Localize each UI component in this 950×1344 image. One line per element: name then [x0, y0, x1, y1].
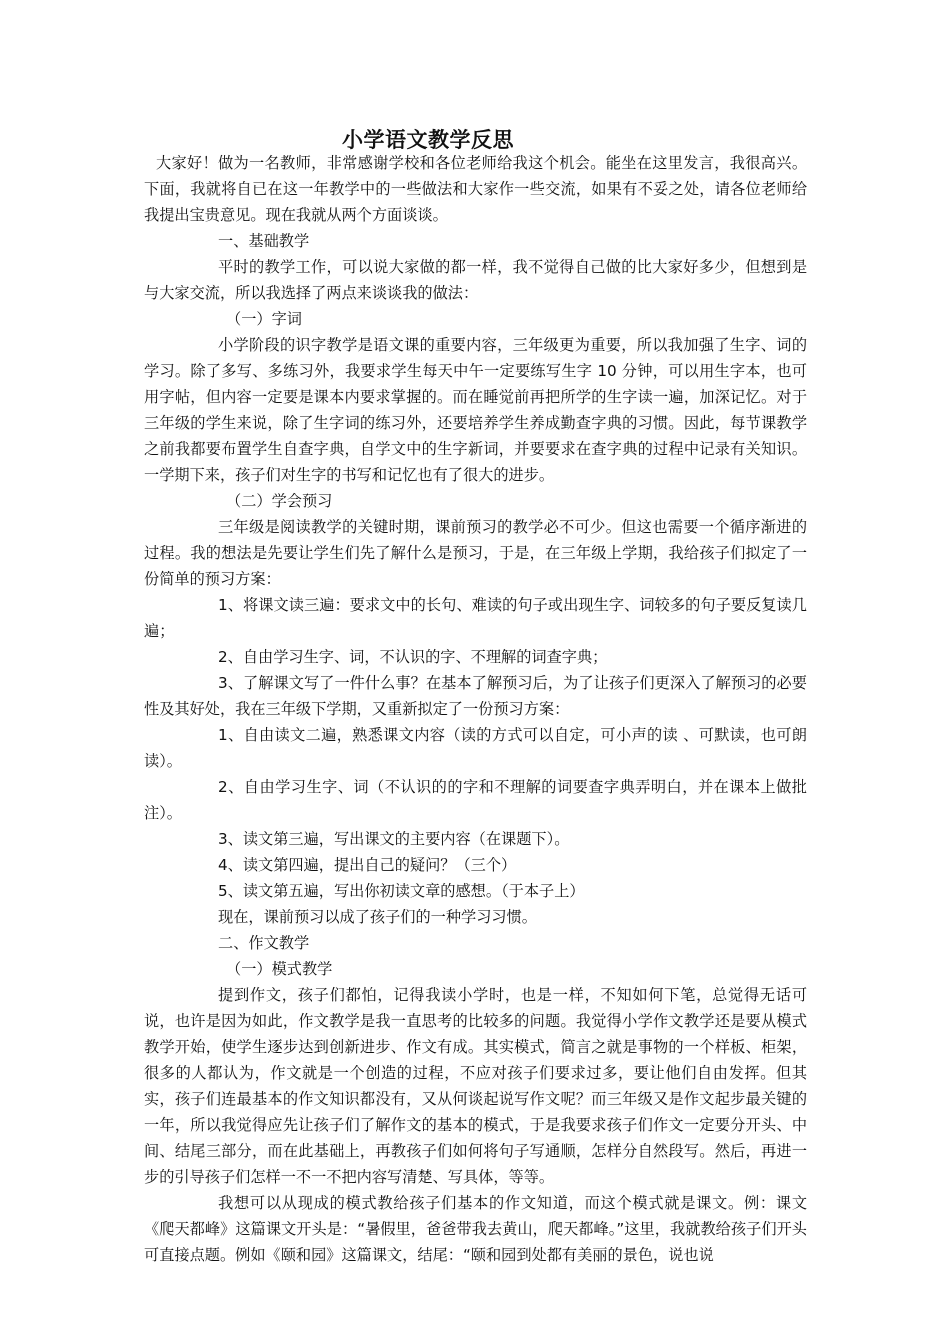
paragraph-model-teaching: 提到作文，孩子们都怕，记得我读小学时，也是一样，不知如何下笔，总觉得无话可说，也许是因为如此，作文教学是我一直思考的比较多的问题。我觉得小学作文教学还是要从模式教学开始，使学生逐步达到创新进步、作文有成。其实模式，简言之就是事物的一个样板、柜架，很多的人都认为，作文就是一个创造的过程，不应对孩子们要求过多，要让他们自由发挥。但其实，孩子们连最基本的作文知识都没有，又从何谈起说写作文呢？而三年级又是作文起步最关键的一年，所以我觉得应先让孩子们了解作文的基本的模式，于是我要求孩子们作文一定要分开头、中间、结尾三部分，而在此基础上，再教孩子们如何将句子写通顺，怎样分自然段写。然后，再进一步的引导孩子们怎样一不一不把内容写清楚、写具体，等等。	[144, 986, 807, 1186]
list-item: 5、读文第五遍，写出你初读文章的感想。（于本子上）	[218, 882, 585, 900]
paragraph-characters: 小学阶段的识字教学是语文课的重要内容，三年级更为重要，所以我加强了生字、词的学习。除了多写、多练习外，我要求学生每天中午一定要练写生字 10 分钟，可以用生字本，也可用字帖，但内容一定要是课本内要求掌握的。而在睡觉前再把所学的生字读一遍，加深记忆。对于三年级的学生来说，除了生字词的练习外，还要培养学生养成勤查字典的习惯。因此，每节课教学之前我都要布置学生自查字典，自学文中的生字新词，并要要求在查字典的过程中记录有关知识。一学期下来，孩子们对生字的书写和记忆也有了很大的进步。	[144, 336, 807, 484]
list-item: 1、自由读文二遍，熟悉课文内容（读的方式可以自定，可小声的读 、可默读，也可朗读）。	[144, 726, 807, 770]
subheading-characters: （一）字词	[226, 310, 302, 328]
list-item: 3、读文第三遍，写出课文的主要内容（在课题下）。	[218, 830, 570, 848]
section-heading-writing: 二、作文教学	[218, 934, 310, 952]
section-heading-basic-teaching: 一、基础教学	[218, 232, 310, 250]
paragraph-opening: 大家好！做为一名教师，非常感谢学校和各位老师给我这个机会。能坐在这里发言，我很高兴。下面，我就将自已在这一年教学中的一些做法和大家作一些交流，如果有不妥之处，请各位老师给我提出宝贵意见。现在我就从两个方面谈谈。	[144, 154, 807, 224]
paragraph-habit: 现在，课前预习以成了孩子们的一种学习习惯。	[218, 908, 537, 926]
list-item: 1、将课文读三遍：要求文中的长句、难读的句子或出现生字、词较多的句子要反复读几遍；	[144, 596, 807, 640]
list-item: 4、读文第四遍，提出自己的疑问？（三个）	[218, 856, 517, 874]
paragraph-model-examples: 我想可以从现成的模式教给孩子们基本的作文知道，而这个模式就是课文。例：课文《爬天都峰》这篇课文开头是：“暑假里，爸爸带我去黄山，爬天都峰。”这里，我就教给孩子们开头可直接点题。例如《颐和园》这篇课文，结尾：“颐和园到处都有美丽的景色，说也说	[144, 1194, 807, 1264]
list-item: 3、了解课文写了一件什么事？在基本了解预习后，为了让孩子们更深入了解预习的必要性及其好处，我在三年级下学期，又重新拟定了一份预习方案：	[144, 674, 807, 718]
paragraph-preview: 三年级是阅读教学的关键时期，课前预习的教学必不可少。但这也需要一个循序渐进的过程。我的想法是先要让学生们先了解什么是预习，于是，在三年级上学期，我给孩子们拟定了一份简单的预习方案：	[144, 518, 807, 588]
subheading-model-teaching: （一）模式教学	[226, 960, 333, 978]
list-item: 2、自由学习生字、词，不认识的字、不理解的词查字典；	[218, 648, 608, 666]
document-title: 小学语文教学反思	[342, 128, 514, 152]
subheading-preview: （二）学会预习	[226, 492, 333, 510]
document-body	[144, 150, 807, 1268]
paragraph-intro: 平时的教学工作，可以说大家做的都一样，我不觉得自己做的比大家好多少，但想到是与大家交流，所以我选择了两点来谈谈我的做法：	[144, 258, 807, 302]
list-item: 2、自由学习生字、词（不认识的的字和不理解的词要查字典弄明白，并在课本上做批注）。	[144, 778, 807, 822]
